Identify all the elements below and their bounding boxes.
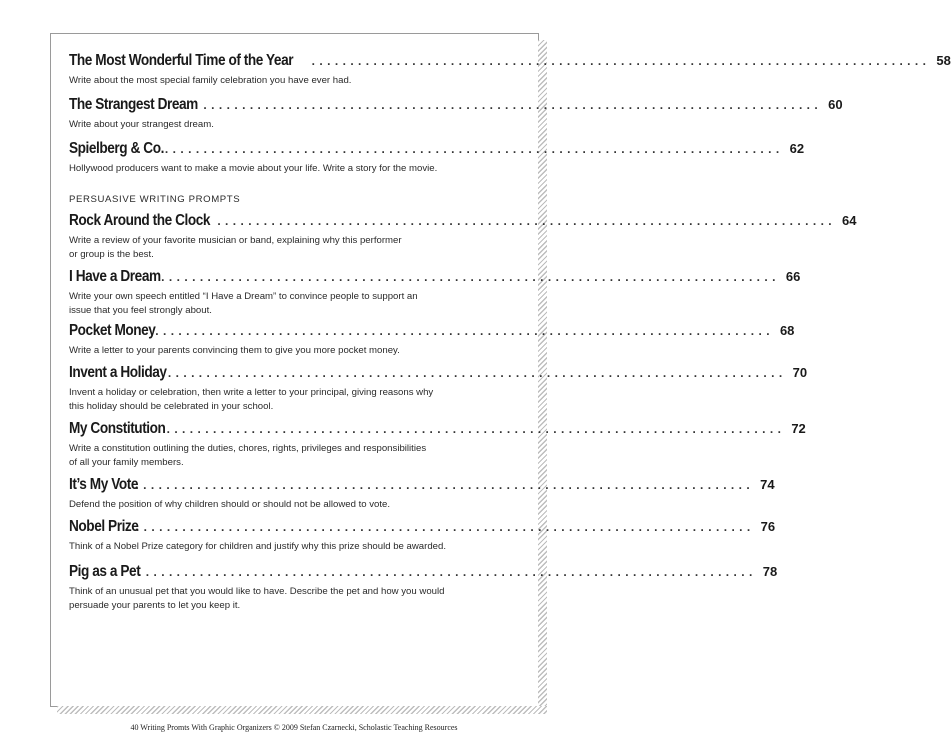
entry-page: 72 [791, 421, 806, 436]
entry-description: Invent a holiday or celebration, then write a letter to your principal, giving reasons why this holiday should be celebrated in your school. [69, 387, 434, 412]
entry-title: It’s My Vote [69, 476, 138, 493]
toc-entry [69, 420, 806, 469]
entry-title: I Have a Dream [69, 268, 161, 285]
toc-entry [69, 518, 776, 554]
entry-description: Think of an unusual pet that you would like to have. Describe the pet and how you would persuade your parents to let you keep it. [69, 586, 445, 611]
dot-leader: ................................................................................ [217, 214, 837, 228]
dot-leader: ................................................................................ [311, 54, 931, 68]
entry-title: Spielberg & Co. [69, 140, 164, 157]
entry-title: Pocket Money [69, 322, 156, 339]
dot-leader: ................................................................................ [166, 422, 786, 436]
toc-entry [69, 52, 951, 88]
entry-page: 68 [779, 323, 795, 338]
entry-description: Defend the position of why children should or should not be allowed to vote. [69, 499, 391, 510]
entry-page: 70 [792, 365, 808, 380]
entry-page: 66 [785, 269, 801, 284]
dot-leader: ................................................................................ [155, 324, 774, 338]
entry-description: Write a letter to your parents convincing them to give you more pocket money. [69, 345, 400, 356]
entry-description: Write about the most special family celebration you have ever had. [69, 75, 352, 86]
entry-page: 76 [760, 519, 776, 534]
entry-description: Write a constitution outlining the duties, chores, rights, privileges and responsibilities of all your family members. [69, 443, 427, 468]
page-footer: 40 Writing Promts With Graphic Organizers © 2009 Stefan Czarnecki, Scholastic Teaching Resources [130, 723, 458, 732]
entry-page: 60 [828, 97, 843, 112]
toc-entry [69, 96, 843, 132]
entry-page: 78 [762, 564, 778, 579]
dot-leader: ................................................................................ [135, 478, 755, 492]
entry-description: Think of a Nobel Prize category for children and justify why this prize should be awarded. [69, 541, 447, 552]
entry-page: 58 [936, 53, 951, 68]
entry-title: Invent a Holiday [69, 364, 167, 381]
dot-leader: ................................................................................ [203, 98, 823, 112]
entry-page: 64 [842, 213, 857, 228]
dot-leader: ................................................................................ [167, 366, 787, 380]
entry-description: Write your own speech entitled “I Have a Dream” to convince people to support an issue that you feel strongly about. [69, 291, 418, 316]
entry-description: Hollywood producers want to make a movie about your life. Write a story for the movie. [69, 163, 438, 174]
dot-leader: ................................................................................ [164, 142, 784, 156]
entry-title: Rock Around the Clock [69, 212, 211, 229]
toc-entry [69, 476, 775, 512]
entry-page: 62 [789, 141, 805, 156]
entry-description: Write a review of your favorite musician or band, explaining why this performer or group is the best. [69, 235, 402, 260]
entry-title: The Most Wonderful Time of the Year [69, 52, 294, 69]
entry-title: The Strangest Dream [69, 96, 198, 113]
toc-entry [69, 268, 801, 317]
toc-entry [69, 322, 795, 358]
dot-leader: ................................................................................ [138, 565, 757, 579]
entry-page: 74 [760, 477, 775, 492]
entry-title: Pig as a Pet [69, 563, 141, 580]
entry-description: Write about your strangest dream. [69, 119, 214, 130]
entry-title: My Constitution [69, 420, 166, 437]
dot-leader: ................................................................................ [161, 270, 780, 284]
entry-title: Nobel Prize [69, 518, 139, 535]
hatched-shadow-bottom [57, 706, 547, 714]
dot-leader: ................................................................................ [135, 520, 755, 534]
section-heading: PERSUASIVE WRITING PROMPTS [69, 194, 241, 205]
toc-entry [69, 364, 808, 413]
toc-entry [69, 563, 778, 612]
toc-entry [69, 212, 857, 261]
toc-entry [69, 140, 805, 176]
